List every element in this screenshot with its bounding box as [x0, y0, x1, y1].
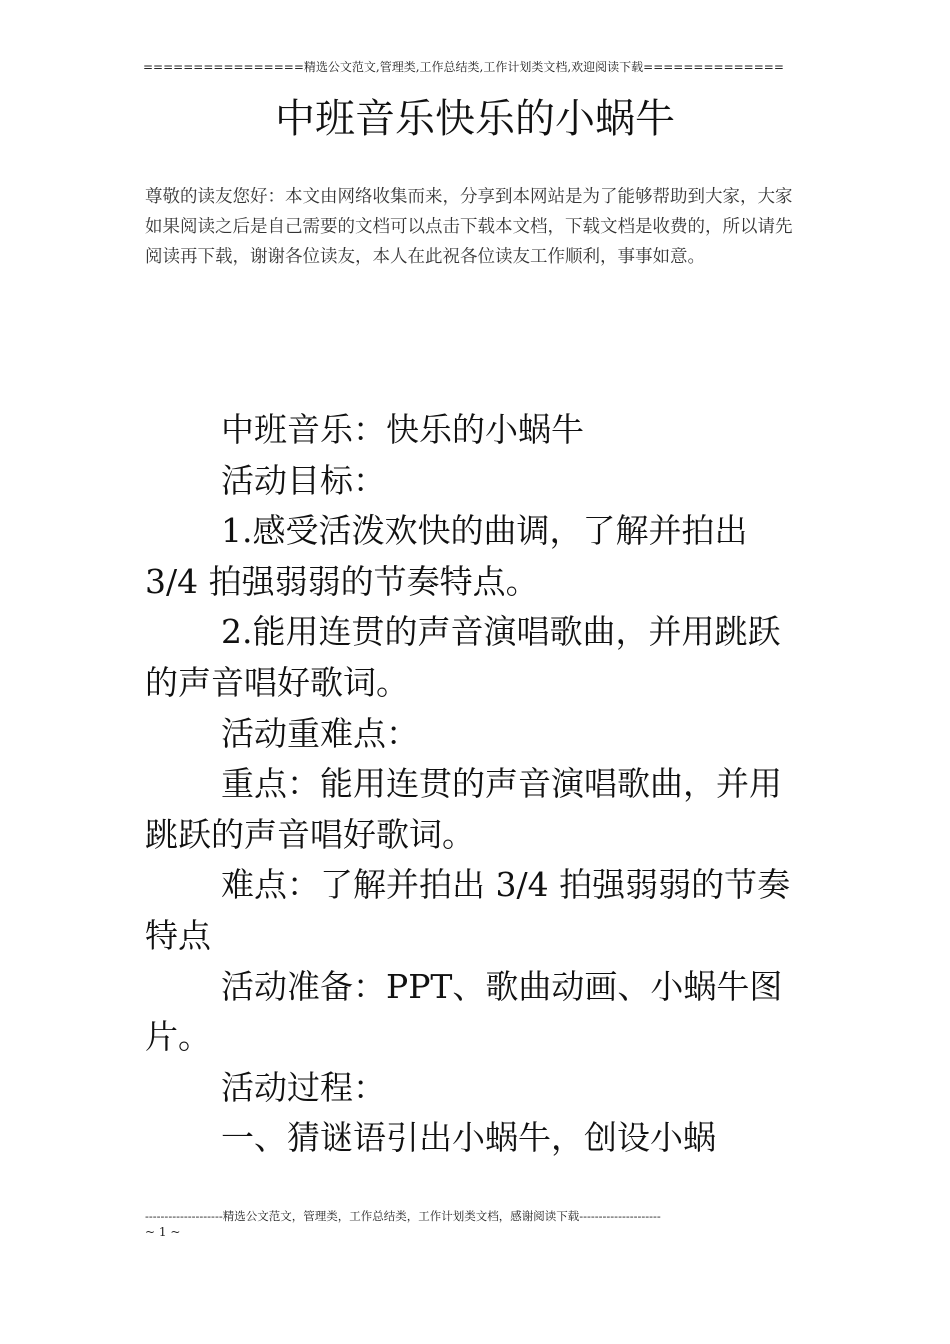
body-paragraph: 活动目标：: [221, 460, 386, 500]
body-paragraph: 活动准备：PPT、歌曲动画、小蜗牛图片。: [145, 966, 783, 1057]
body-paragraph: 活动重难点：: [221, 713, 419, 753]
reader-notice: 尊敬的读友您好：本文由网络收集而来，分享到本网站是为了能够帮助到大家，大家如果阅读之后是自己需要的文档可以点击下载本文档，下载文档是收费的，所以请先阅读再下载，谢谢各位读友，本人在此祝各位读友工作顺利，事事如意。: [145, 187, 793, 267]
page-number: ~ 1 ~: [145, 1225, 181, 1239]
body-paragraph: 1.感受活泼欢快的曲调，了解并拍出 3/4 拍强弱弱的节奏特点。: [145, 511, 748, 601]
body-paragraph: 中班音乐：快乐的小蜗牛: [221, 410, 584, 449]
document-body: [145, 405, 810, 1164]
body-paragraph: 重点：能用连贯的声音演唱歌曲，并用跳跃的声音唱好歌词。: [145, 764, 782, 854]
document-title: 中班音乐快乐的小蜗牛: [275, 96, 675, 142]
body-paragraph: 2.能用连贯的声音演唱歌曲，并用跳跃的声音唱好歌词。: [145, 612, 781, 702]
body-paragraph: 难点：了解并拍出 3/4 拍强弱弱的节奏特点: [145, 865, 791, 955]
footer-banner: --------------------精选公文范文，管理类，工作总结类，工作计划类文档，感谢阅读下载---------------------: [145, 1209, 661, 1223]
body-paragraph: 活动过程：: [221, 1067, 386, 1107]
body-paragraph: 一、猜谜语引出小蜗牛，创设小蜗: [221, 1118, 716, 1158]
header-banner: ================精选公文范文,管理类,工作总结类,工作计划类文档,欢迎阅读下载==============: [143, 60, 784, 74]
